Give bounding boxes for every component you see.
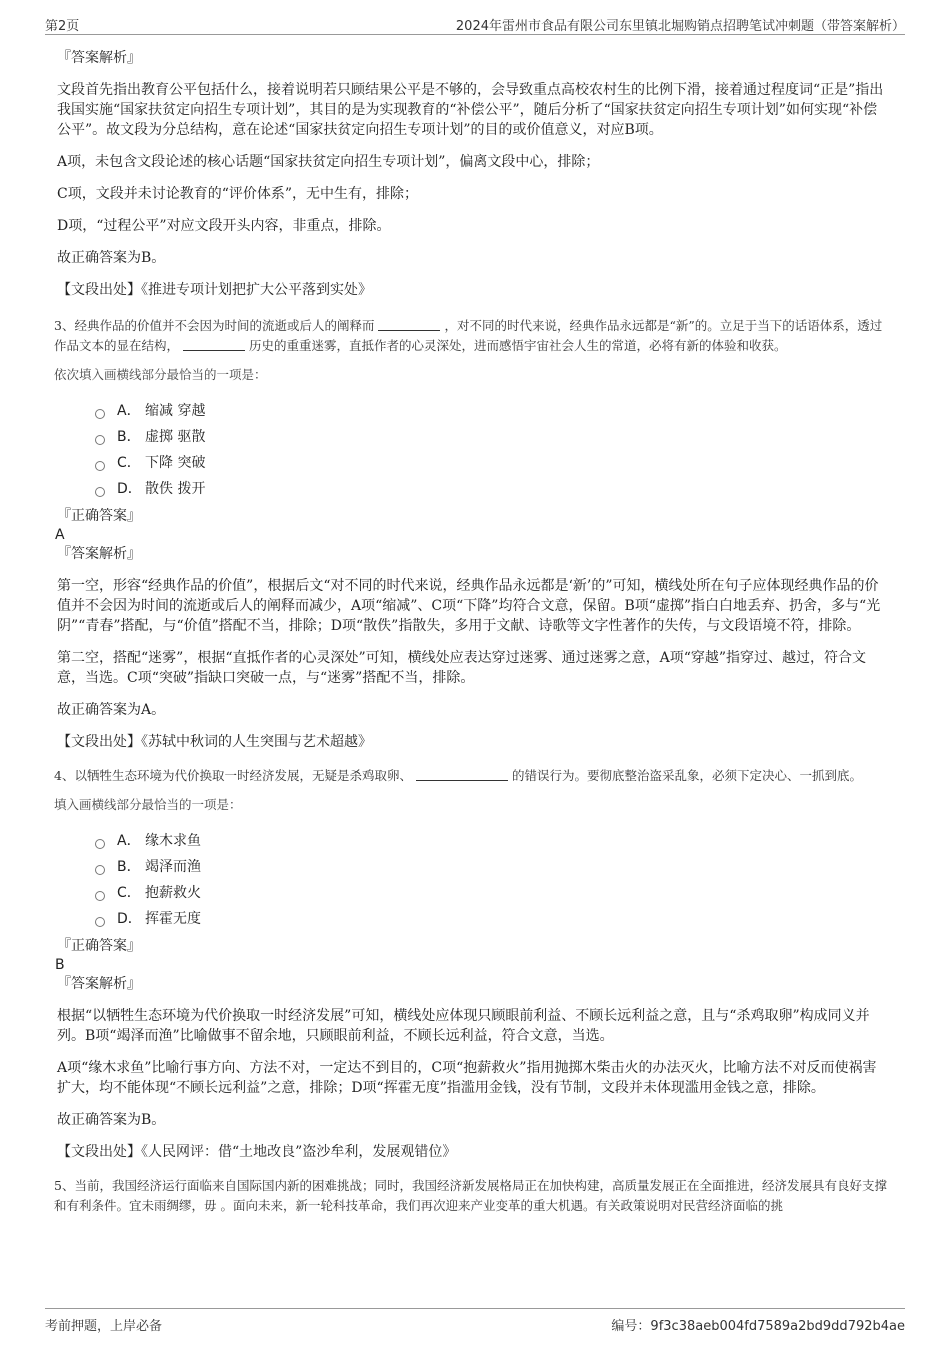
answer-blank	[416, 768, 508, 781]
q2-analysis-paragraph: C项，文段并未讨论教育的“评价体系”，无中生有，排除；	[57, 186, 419, 202]
page-content	[54, 40, 890, 1216]
option-letter: C．	[117, 885, 141, 901]
q3-source: 【文段出处】《苏轼中秋词的人生突围与艺术超越》	[57, 734, 372, 750]
q3-analysis-paragraph: 第二空，搭配“迷雾”，根据“直抵作者的心灵深处”可知，横线处应表达穿过迷雾、通过迷雾之意，A项“穿越”指穿过、越过，符合文意，当选。C项“突破”指缺口突破一点，与“迷雾”搭配不当，排除。	[57, 650, 867, 686]
q4-correct-answer: B	[55, 957, 65, 973]
q2-conclusion: 故正确答案为B。	[57, 250, 166, 266]
q3-correct-answer: A	[55, 527, 65, 543]
radio-icon[interactable]	[95, 839, 105, 849]
option-letter: A．	[117, 833, 141, 849]
q3-options	[57, 398, 890, 502]
option-text: 竭泽而渔	[145, 859, 201, 875]
answer-blank	[378, 318, 440, 331]
page-header	[45, 10, 905, 35]
q4-option-d[interactable]	[95, 906, 890, 932]
q3-correct-label: 『正确答案』	[57, 508, 141, 524]
page-number: 第2页	[45, 19, 80, 34]
q3-prompt: 依次填入画横线部分最恰当的一项是：	[54, 367, 267, 382]
q4-analysis-label: 『答案解析』	[57, 976, 141, 992]
q4-options	[57, 828, 890, 932]
radio-icon[interactable]	[95, 865, 105, 875]
q4-stem-part: 的错误行为。要彻底整治盗采乱象，必须下定决心、一抓到底。	[511, 768, 862, 783]
q4-stem	[54, 766, 887, 786]
option-text: 抱薪救火	[145, 885, 201, 901]
option-letter: D．	[117, 481, 142, 497]
q4-prompt: 填入画横线部分最恰当的一项是：	[54, 797, 242, 812]
q3-stem	[54, 316, 887, 356]
option-letter: D．	[117, 911, 142, 927]
radio-icon[interactable]	[95, 461, 105, 471]
q3-option-a[interactable]	[95, 398, 890, 424]
code-value: 9f3c38aeb004fd7589a2bd9dd792b4ae	[650, 1319, 905, 1334]
q3-stem-part: ，对不同的时代来说，经典作品永远都是“新”的。立足于当下的话语体系，透过作品文本的显在结构，	[54, 318, 883, 353]
radio-icon[interactable]	[95, 409, 105, 419]
option-letter: B．	[117, 859, 141, 875]
option-letter: C．	[117, 455, 141, 471]
q4-option-a[interactable]	[95, 828, 890, 854]
q3-option-c[interactable]	[95, 450, 890, 476]
q4-analysis-paragraph: A项“缘木求鱼”比喻行事方向、方法不对，一定达不到目的，C项“抱薪救火”指用抛掷木柴击火的办法灭火，比喻方法不对反而使祸害扩大，均不能体现“不顾长远利益”之意，排除；D项“挥霍无度”指滥用金钱，没有节制，文段并未体现滥用金钱之意，排除。	[57, 1060, 877, 1096]
option-text: 下降 突破	[145, 455, 206, 471]
q5-stem: 5、当前，我国经济运行面临来自国际国内新的困难挑战；同时，我国经济新发展格局正在加快构建，高质量发展正在全面推进，经济发展具有良好支撑和有利条件。宜未雨绸缪，毋 。面向未来，新一轮科技革命，我们再次迎来产业变革的重大机遇。有关政策说明对民营经济面临的挑	[54, 1178, 887, 1213]
q2-analysis-label: 『答案解析』	[57, 50, 141, 66]
q4-analysis-paragraph: 根据“以牺牲生态环境为代价换取一时经济发展”可知，横线处应体现只顾眼前利益、不顾长远利益之意，且与“杀鸡取卵”构成同义并列。B项“竭泽而渔”比喻做事不留余地，只顾眼前利益，不顾长远利益，符合文意，当选。	[57, 1008, 870, 1044]
q4-source: 【文段出处】《人民网评：借“土地改良”盗沙牟利，发展观错位》	[57, 1144, 457, 1160]
q3-stem-part: 3、经典作品的价值并不会因为时间的流逝或后人的阐释而	[54, 318, 375, 333]
option-text: 挥霍无度	[145, 911, 201, 927]
document-title: 2024年雷州市食品有限公司东里镇北堀购销点招聘笔试冲刺题（带答案解析）	[455, 19, 905, 34]
q3-stem-part: 历史的重重迷雾，直抵作者的心灵深处，进而感悟宇宙社会人生的常道，必将有新的体验和收获。	[249, 338, 787, 353]
q2-analysis-paragraph: A项，未包含文段论述的核心话题“国家扶贫定向招生专项计划”，偏离文段中心，排除；	[57, 154, 600, 170]
code-label: 编号：	[611, 1319, 651, 1334]
option-letter: A．	[117, 403, 141, 419]
q3-option-b[interactable]	[95, 424, 890, 450]
page-footer	[45, 1308, 905, 1333]
q2-analysis-paragraph: D项，“过程公平”对应文段开头内容，非重点，排除。	[57, 218, 391, 234]
option-text: 缩减 穿越	[145, 403, 206, 419]
q3-conclusion: 故正确答案为A。	[57, 702, 166, 718]
answer-blank	[183, 338, 245, 351]
q4-stem-part: 4、以牺牲生态环境为代价换取一时经济发展，无疑是杀鸡取卵、	[54, 768, 412, 783]
option-text: 缘木求鱼	[145, 833, 201, 849]
option-letter: B．	[117, 429, 141, 445]
q4-option-b[interactable]	[95, 854, 890, 880]
q3-analysis-paragraph: 第一空，形容“经典作品的价值”，根据后文“对不同的时代来说，经典作品永远都是‘新’的”可知，横线处所在句子应体现经典作品的价值并不会因为时间的流逝或后人的阐释而减少，A项“缩减”、C项“下降”均符合文意，保留。B项“虚掷”指白白地丢弃、扔舍，多与“光阴”“青春”搭配，与“价值”搭配不当，排除；D项“散佚”指散失，多用于文献、诗歌等文字性著作的失传，与文段语境不符，排除。	[57, 578, 881, 634]
option-text: 散佚 拨开	[145, 481, 206, 497]
q4-option-c[interactable]	[95, 880, 890, 906]
radio-icon[interactable]	[95, 891, 105, 901]
radio-icon[interactable]	[95, 917, 105, 927]
q4-correct-label: 『正确答案』	[57, 938, 141, 954]
footer-slogan: 考前押题，上岸必备	[45, 1319, 163, 1334]
q2-source: 【文段出处】《推进专项计划把扩大公平落到实处》	[57, 282, 372, 298]
q4-conclusion: 故正确答案为B。	[57, 1112, 166, 1128]
q3-option-d[interactable]	[95, 476, 890, 502]
q3-analysis-label: 『答案解析』	[57, 546, 141, 562]
option-text: 虚掷 驱散	[145, 429, 206, 445]
q2-analysis-paragraph: 文段首先指出教育公平包括什么，接着说明若只顾结果公平是不够的，会导致重点高校农村生的比例下滑，接着通过程度词“正是”指出我国实施“国家扶贫定向招生专项计划”，其目的是为实现教育的“补偿公平”，随后分析了“国家扶贫定向招生专项计划”如何实现“补偿公平”。故文段为分总结构，意在论述“国家扶贫定向招生专项计划”的目的或价值意义，对应B项。	[57, 82, 884, 138]
radio-icon[interactable]	[95, 487, 105, 497]
document-code	[611, 1315, 905, 1334]
radio-icon[interactable]	[95, 435, 105, 445]
